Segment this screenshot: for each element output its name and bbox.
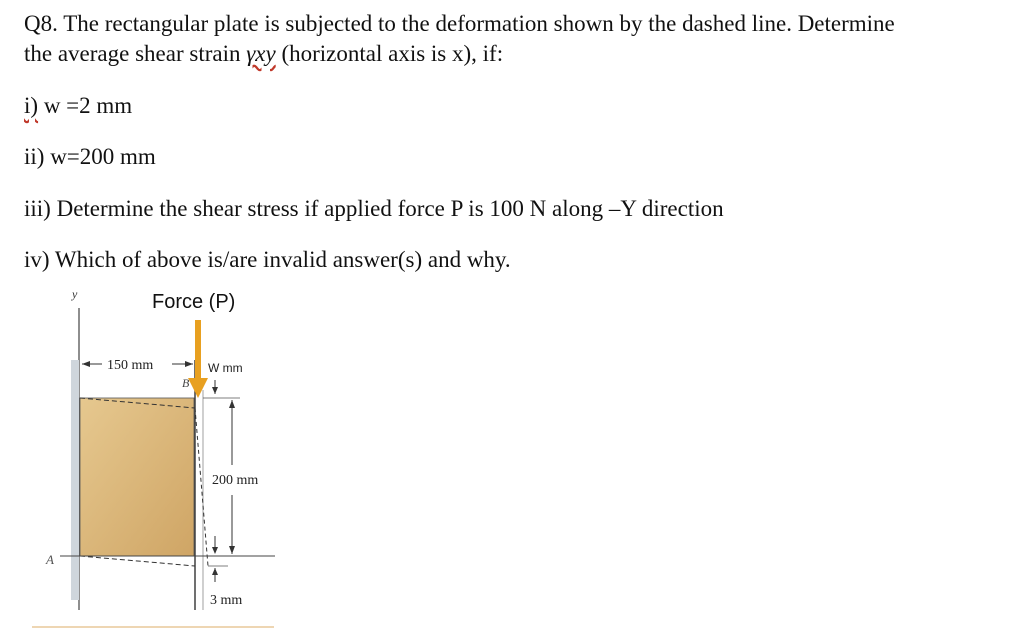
force-label: Force (P) (152, 291, 236, 313)
deformed-bottom-edge (80, 556, 195, 566)
dim-w-arrow (212, 387, 218, 394)
y-axis-label: y (72, 287, 78, 301)
question-line-2 (24, 40, 503, 68)
shear-strain-symbol: γxy (246, 41, 276, 66)
line2-after: (horizontal axis is x), if: (275, 41, 504, 66)
part-i-label: i) (24, 93, 39, 118)
dim-200-label: 200 mm (212, 473, 259, 488)
dim-150-label: 150 mm (107, 358, 154, 373)
point-b-label: B (182, 376, 190, 390)
dim-bottom-arrow-top (212, 547, 218, 554)
part-ii: ii) w=200 mm (24, 144, 156, 169)
dim-200-arrow-bottom (229, 546, 235, 554)
fixed-wall (71, 360, 79, 600)
deformed-right-edge (195, 408, 208, 566)
dim-w-label: W mm (208, 361, 243, 375)
part-i (24, 92, 132, 120)
dim-bottom-arrow-bottom (212, 568, 218, 575)
plate (80, 398, 194, 556)
question-line-1: Q8. The rectangular plate is subjected to the deformation shown by the dashed line. Determine (24, 11, 895, 36)
deformation-figure (0, 280, 300, 634)
part-iii: iii) Determine the shear stress if applied force P is 100 N along –Y direction (24, 196, 724, 221)
dim-200-arrow-top (229, 400, 235, 408)
dim-150-arrow-right (185, 361, 193, 367)
dim-3mm-label: 3 mm (210, 593, 243, 608)
part-i-text: w =2 mm (38, 93, 133, 118)
part-iv: iv) Which of above is/are invalid answer(s) and why. (24, 247, 511, 272)
dim-150-arrow-left (82, 361, 90, 367)
point-a-label: A (46, 552, 54, 567)
line2-before: the average shear strain (24, 41, 247, 66)
force-arrow-head (188, 378, 208, 398)
